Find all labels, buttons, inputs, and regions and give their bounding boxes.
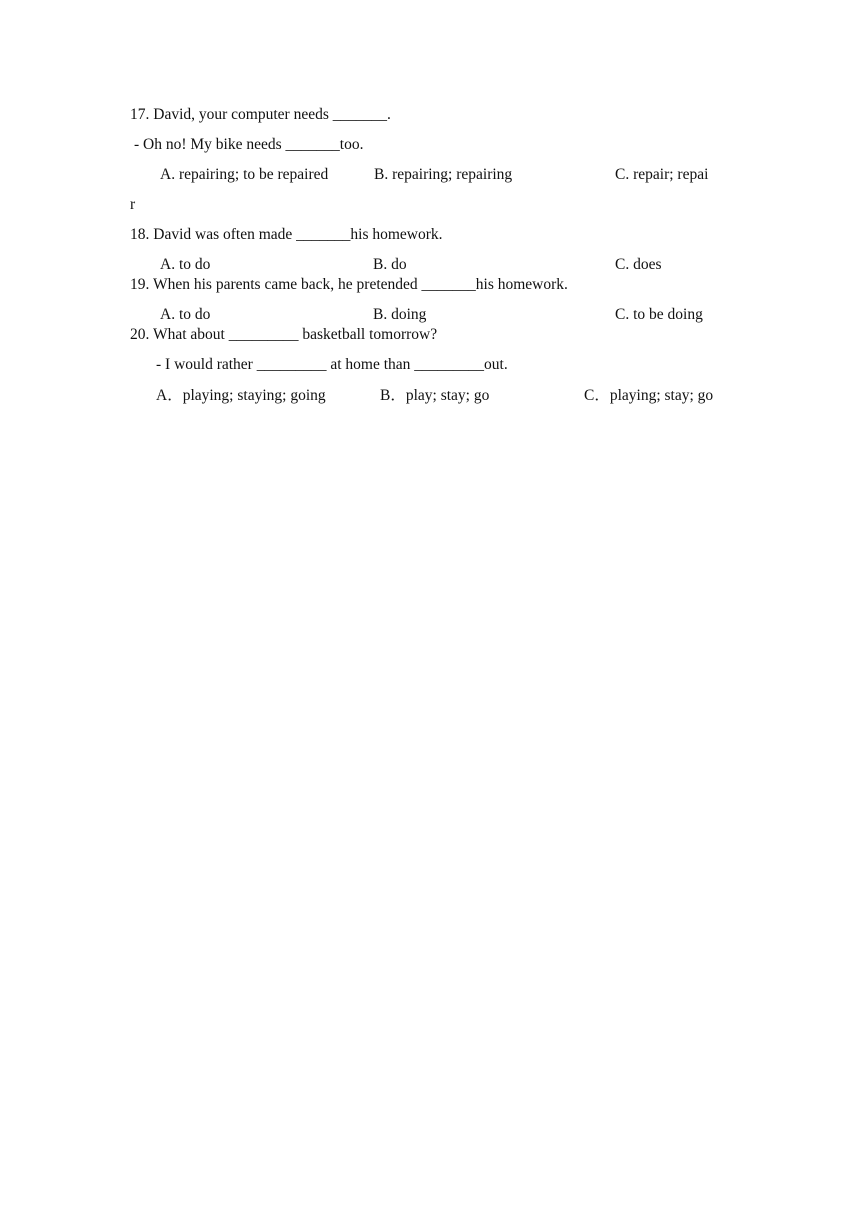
question-20-option-b: B．play; stay; go (380, 387, 490, 404)
question-18-option-c: C. does (615, 256, 662, 273)
question-18-option-b: B. do (373, 256, 407, 273)
question-number: 20. (130, 326, 150, 343)
question-19-option-b: B. doing (373, 306, 427, 323)
question-17-reply: - Oh no! My bike needs _______too. (134, 136, 364, 153)
question-19-option-c: C. to be doing (615, 306, 703, 323)
question-20-option-c: C．playing; stay; go (584, 387, 714, 404)
question-number: 18. (130, 226, 150, 243)
question-20 (130, 325, 437, 345)
question-stem: David was often made _______his homework. (153, 226, 443, 243)
question-number: 19. (130, 276, 150, 293)
question-stem: What about _________ basketball tomorrow? (152, 326, 438, 343)
question-stem: When his parents came back, he pretended _______his homework. (152, 276, 568, 293)
question-number: 17. (130, 106, 150, 123)
question-20-reply: - I would rather _________ at home than _________out. (156, 356, 508, 373)
question-18 (130, 225, 443, 245)
question-20-option-a: A．playing; staying; going (156, 387, 326, 404)
question-19-option-a: A. to do (160, 306, 211, 323)
question-17 (130, 105, 391, 125)
question-stem: David, your computer needs _______. (153, 106, 391, 123)
question-17-option-a: A. repairing; to be repaired (160, 166, 329, 183)
question-17-option-b: B. repairing; repairing (374, 166, 513, 183)
question-19 (130, 275, 568, 295)
question-17-option-c: C. repair; repai (615, 166, 709, 183)
question-18-option-a: A. to do (160, 256, 211, 273)
question-17-option-c-wrap: r (130, 196, 136, 213)
